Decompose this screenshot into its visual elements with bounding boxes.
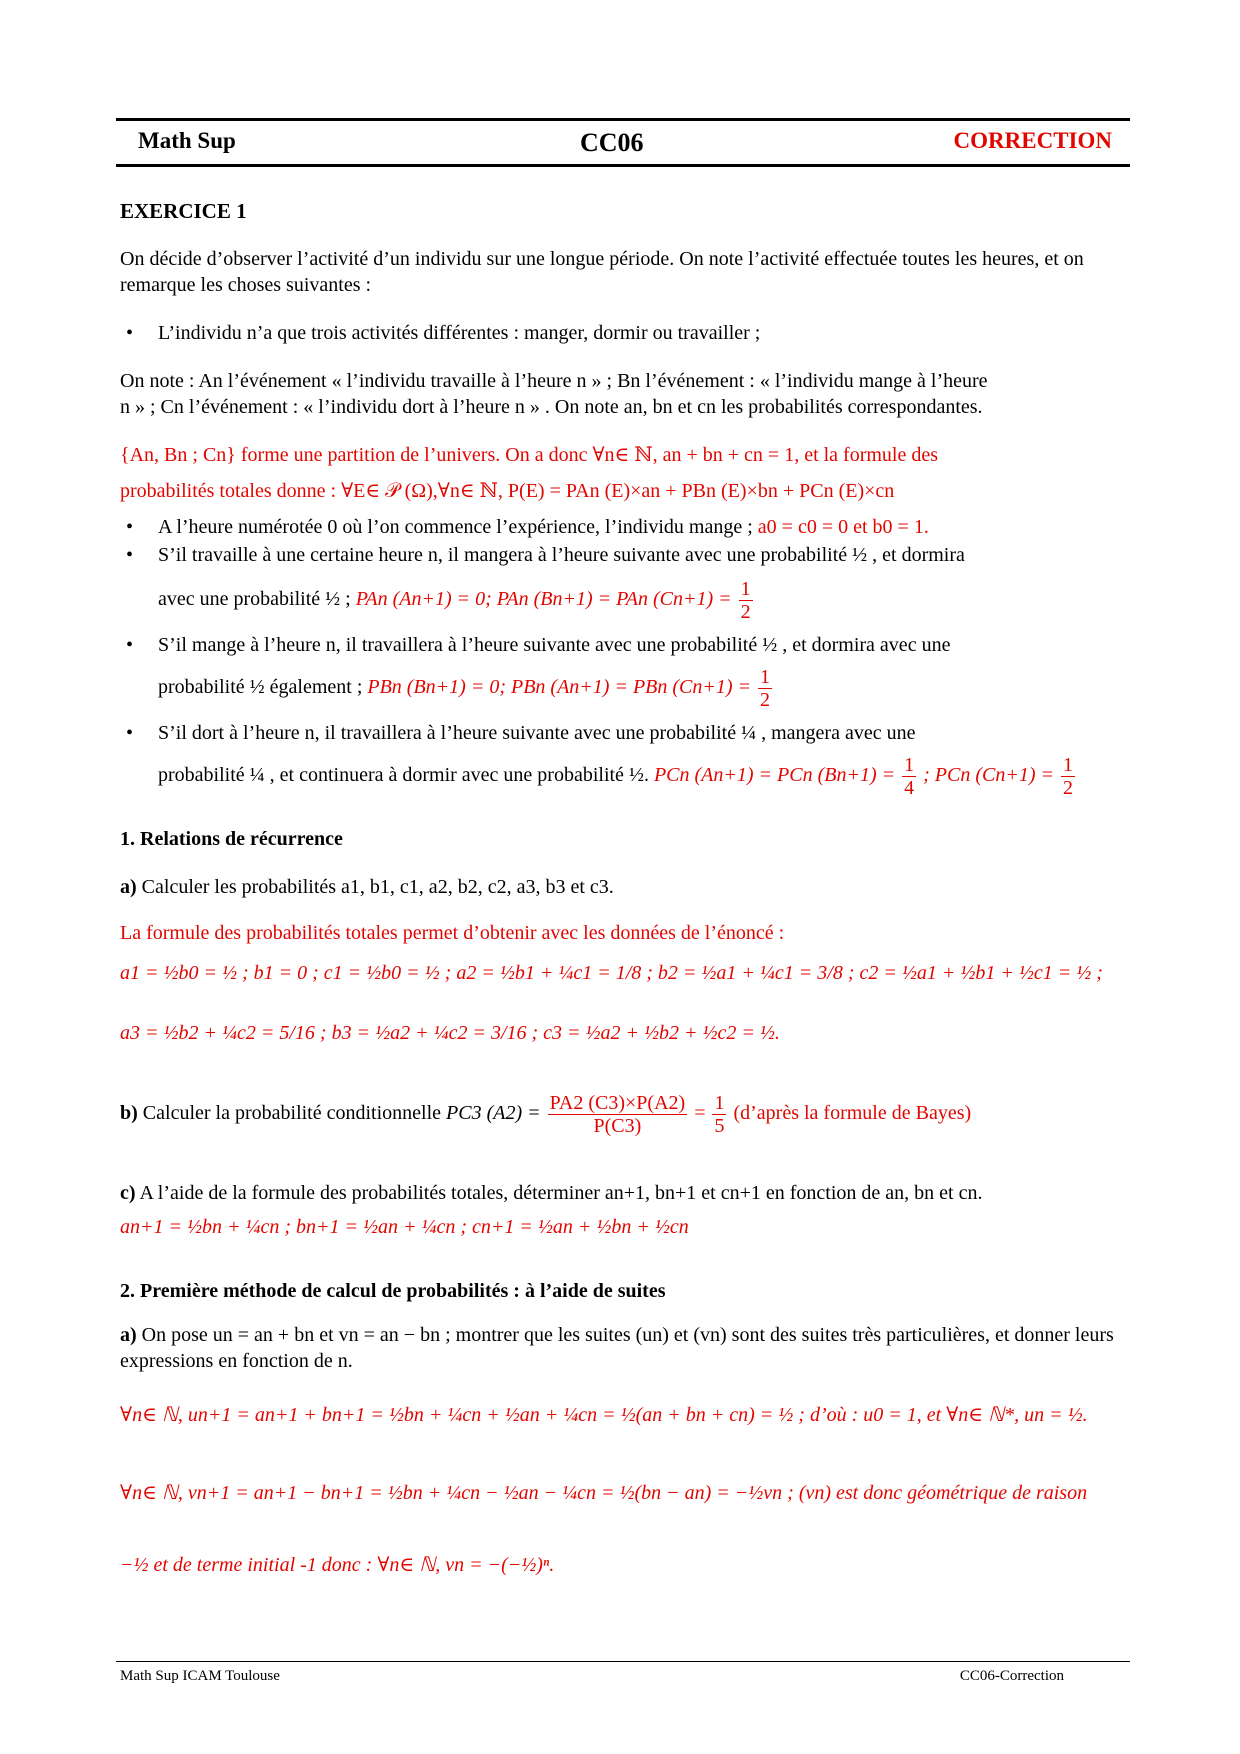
answer-1b-fraction: $\frac{PA2 (C3)\times P(A2)}{P(C3)}$ [549, 1092, 686, 1137]
question-label: a) [120, 876, 137, 898]
fraction-one-half: $\frac{1}{2}$ [760, 666, 771, 711]
header-bottom-rule [116, 164, 1130, 167]
question-1a [120, 874, 1130, 900]
bullet-sleep-formula-b: ; PCn (Cn+1) = [923, 764, 1054, 787]
bullet-sleep-text: probabilité ¼ , et continuera à dormir avec une probabilité ½. [158, 764, 649, 787]
fraction-one-half: $\frac{1}{2}$ [1062, 754, 1073, 799]
bullet-start [158, 514, 1128, 540]
answer-2a-eq-2: ∀n∈ ℕ, vn+1 = an+1 − bn+1 = ½bn + ¼cn − ½an − ¼cn = ½(bn − an) = −½vn ; (vn) est donc géométrique de raison [120, 1482, 1088, 1504]
bullet-eat-text: probabilité ½ également ; [158, 676, 363, 699]
question-1b-text: Calculer la probabilité conditionnelle [142, 1102, 442, 1125]
bullet-work-line-2 [158, 578, 1128, 623]
question-label: c) [120, 1182, 136, 1204]
bullet-dot: • [126, 516, 134, 538]
bullet-sleep-line-1: S’il dort à l’heure n, il travaillera à l’heure suivante avec une probabilité ¼ , mangera avec une [158, 722, 916, 744]
bullet-dot: • [126, 544, 134, 566]
question-label: b) [120, 1102, 138, 1125]
question-1b: b) Calculer la probabilité conditionnelle PC3 (A2) = $\frac{PA2 (C3)\times P(A2)}{P(C3)}$ = $\frac{1}{5}$ (d’après la formule de Bayes) [120, 1092, 972, 1137]
fraction-one-half: $\frac{1}{2}$ [740, 578, 751, 623]
answer-2a-eq-1: ∀n∈ ℕ, un+1 = an+1 + bn+1 = ½bn + ¼cn + ½an + ¼cn = ½(an + bn + cn) = ½ ; d’où : u0 = 1, et ∀n∈ ℕ*, un = ½. [120, 1404, 1088, 1426]
answer-1b-lhs: PC3 (A2) = [446, 1102, 541, 1125]
bullet-dot: • [126, 322, 134, 344]
bullet-work-formula: PAn (An+1) = 0; PAn (Bn+1) = PAn (Cn+1) = [355, 588, 732, 611]
exercise-title: EXERCICE 1 [120, 199, 247, 223]
answer-1a-eq-2: a3 = ½b2 + ¼c2 = 5/16 ; b3 = ½a2 + ¼c2 = 3/16 ; c3 = ½a2 + ½b2 + ½c2 = ½. [120, 1022, 780, 1044]
bullet-start-values: a0 = c0 = 0 et b0 = 1. [757, 516, 929, 538]
bullet-sleep-line-2 [158, 754, 1128, 799]
bullet-eat-formula: PBn (Bn+1) = 0; PBn (An+1) = PBn (Cn+1) = [367, 676, 752, 699]
section-1-title: 1. Relations de récurrence [120, 828, 343, 850]
question-2a-text: On pose un = an + bn et vn = an − bn ; montrer que les suites (un) et (vn) sont des suites très particulières, et donner leurs expressions en fonction de n. [120, 1324, 1114, 1372]
answer-1b-result: $\frac{1}{5}$ [714, 1092, 725, 1137]
answer-1c-eq: an+1 = ½bn + ¼cn ; bn+1 = ½an + ¼cn ; cn+1 = ½an + ½bn + ½cn [120, 1216, 689, 1238]
bullet-dot: • [126, 722, 134, 744]
notation-line-2: n » ; Cn l’événement : « l’individu dort à l’heure n » . On note an, bn et cn les probabilités correspondantes. [120, 396, 983, 418]
question-1a-text: Calculer les probabilités a1, b1, c1, a2, b2, c2, a3, b3 et c3. [141, 876, 614, 898]
question-label: a) [120, 1324, 137, 1346]
footer-left: Math Sup ICAM Toulouse [120, 1668, 280, 1684]
header-top-rule [116, 118, 1130, 121]
bullet-work-line-1: S’il travaille à une certaine heure n, il mangera à l’heure suivante avec une probabilité ½ , et dormira [158, 544, 965, 566]
bullet-dot: • [126, 634, 134, 656]
answer-1b-note: (d’après la formule de Bayes) [733, 1102, 972, 1125]
bullet-start-text: A l’heure numérotée 0 où l’on commence l’expérience, l’individu mange ; [158, 516, 753, 538]
footer-rule [116, 1661, 1130, 1662]
notation-line-1: On note : An l’événement « l’individu travaille à l’heure n » ; Bn l’événement : « l’individu mange à l’heure [120, 370, 988, 392]
header-title: CC06 [580, 128, 644, 157]
question-2a [120, 1322, 1130, 1374]
answer-1a-intro: La formule des probabilités totales permet d’obtenir avec les données de l’énoncé : [120, 922, 785, 944]
bullet-activities: L’individu n’a que trois activités différentes : manger, dormir ou travailler ; [158, 322, 761, 344]
bullet-sleep-formula-a: PCn (An+1) = PCn (Bn+1) = [653, 764, 896, 787]
header-correction: CORRECTION [953, 128, 1112, 153]
section-2-title: 2. Première méthode de calcul de probabilités : à l’aide de suites [120, 1280, 666, 1302]
fraction-one-quarter: $\frac{1}{4}$ [904, 754, 915, 799]
answer-1a-eq-1: a1 = ½b0 = ½ ; b1 = 0 ; c1 = ½b0 = ½ ; a2 = ½b1 + ¼c1 = 1/8 ; b2 = ½a1 + ¼c1 = 3/8 ; c2 = ½a1 + ½b1 + ½c1 = ½ ; [120, 962, 1103, 984]
question-1c-text: A l’aide de la formule des probabilités totales, déterminer an+1, bn+1 et cn+1 en fonction de an, bn et cn. [139, 1182, 983, 1204]
bullet-eat-line-1: S’il mange à l’heure n, il travaillera à l’heure suivante avec une probabilité ½ , et dormira avec une [158, 634, 951, 656]
bullet-work-text: avec une probabilité ½ ; [158, 588, 351, 611]
partition-line-1: {An, Bn ; Cn} forme une partition de l’univers. On a donc ∀n∈ ℕ, an + bn + cn = 1, et la formule des [120, 444, 939, 466]
answer-2a-eq-3: −½ et de terme initial -1 donc : ∀n∈ ℕ, vn = −(−½)ⁿ. [120, 1554, 555, 1576]
partition-line-2: probabilités totales donne : ∀E∈ 𝒫 (Ω),∀n∈ ℕ, P(E) = PAn (E)×an + PBn (E)×bn + PCn (E)×cn [120, 480, 895, 502]
question-1c [120, 1180, 1130, 1206]
header-course: Math Sup [138, 128, 236, 153]
footer-right: CC06-Correction [959, 1668, 1064, 1684]
intro-paragraph: On décide d’observer l’activité d’un individu sur une longue période. On note l’activité effectuée toutes les heures, et on remarque les choses suivantes : [120, 248, 1084, 296]
bullet-eat-line-2 [158, 666, 1128, 711]
